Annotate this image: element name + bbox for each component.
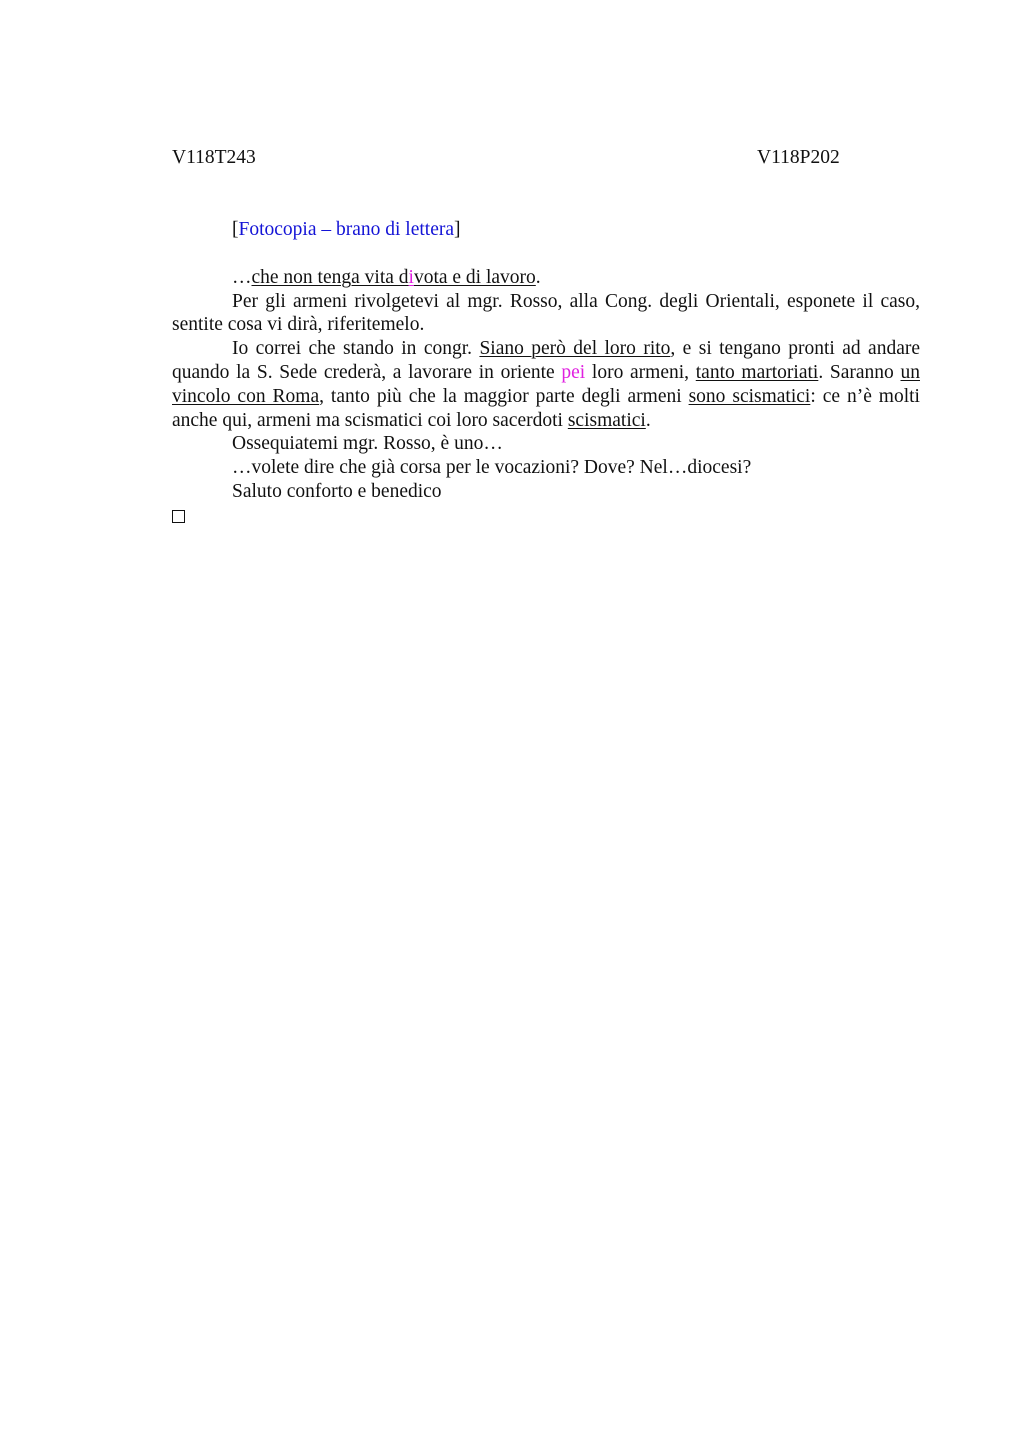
p1-underlined-1: che non tenga vita d: [251, 266, 409, 288]
note-close-bracket: ]: [454, 219, 461, 240]
p3-text-2: , e si tengano pronti ad andare quando la S. Sede crederà, a lavorare in oriente: [172, 338, 920, 383]
p1-underlined-2: vota e di lavoro: [413, 266, 536, 288]
p3-underlined-4: sono scismatici: [688, 385, 811, 407]
paragraph-1: [172, 266, 920, 290]
p3-underlined-1: Siano però del loro rito: [479, 338, 671, 360]
p3-text-3: loro armeni,: [585, 361, 696, 383]
note-open-bracket: [: [232, 219, 239, 240]
p3-underlined-3: un vincolo con Roma: [172, 361, 920, 407]
p3-text-6: : ce n’è molti anche qui, armeni ma scismatici coi loro sacerdoti: [172, 385, 920, 431]
paragraph-5: …volete dire che già corsa per le vocazioni? Dove? Nel…diocesi?: [232, 457, 752, 479]
document-code-right: V118P202: [757, 147, 840, 168]
p3-text-4: . Saranno: [818, 361, 901, 383]
p1-correction: i: [408, 266, 414, 288]
p3-text-1: Io correi che stando in congr.: [232, 338, 480, 360]
note-text: Fotocopia – brano di lettera: [238, 219, 455, 240]
paragraph-6: Saluto conforto e benedico: [232, 480, 442, 502]
letter-body: [172, 218, 920, 523]
paragraph-4: Ossequiatemi mgr. Rosso, è uno…: [232, 433, 503, 455]
p3-underlined-2: tanto martoriati: [695, 361, 819, 383]
paragraph-2: Per gli armeni rivolgetevi al mgr. Rosso, alla Cong. degli Orientali, esponete il caso, sentite cosa vi dirà, riferitemelo.: [172, 290, 920, 336]
p1-end: .: [535, 266, 541, 288]
p3-underlined-5: scismatici: [567, 409, 646, 431]
paragraph-3: [172, 337, 920, 432]
p3-text-7: .: [645, 409, 651, 431]
p1-ellipsis: …: [232, 266, 252, 288]
p3-correction: pei: [561, 361, 586, 383]
editorial-note: [172, 218, 920, 242]
document-code-left: V118T243: [172, 147, 256, 168]
checkbox-square-icon: [172, 510, 185, 523]
p3-text-5: , tanto più che la maggior parte degli armeni: [319, 385, 689, 407]
